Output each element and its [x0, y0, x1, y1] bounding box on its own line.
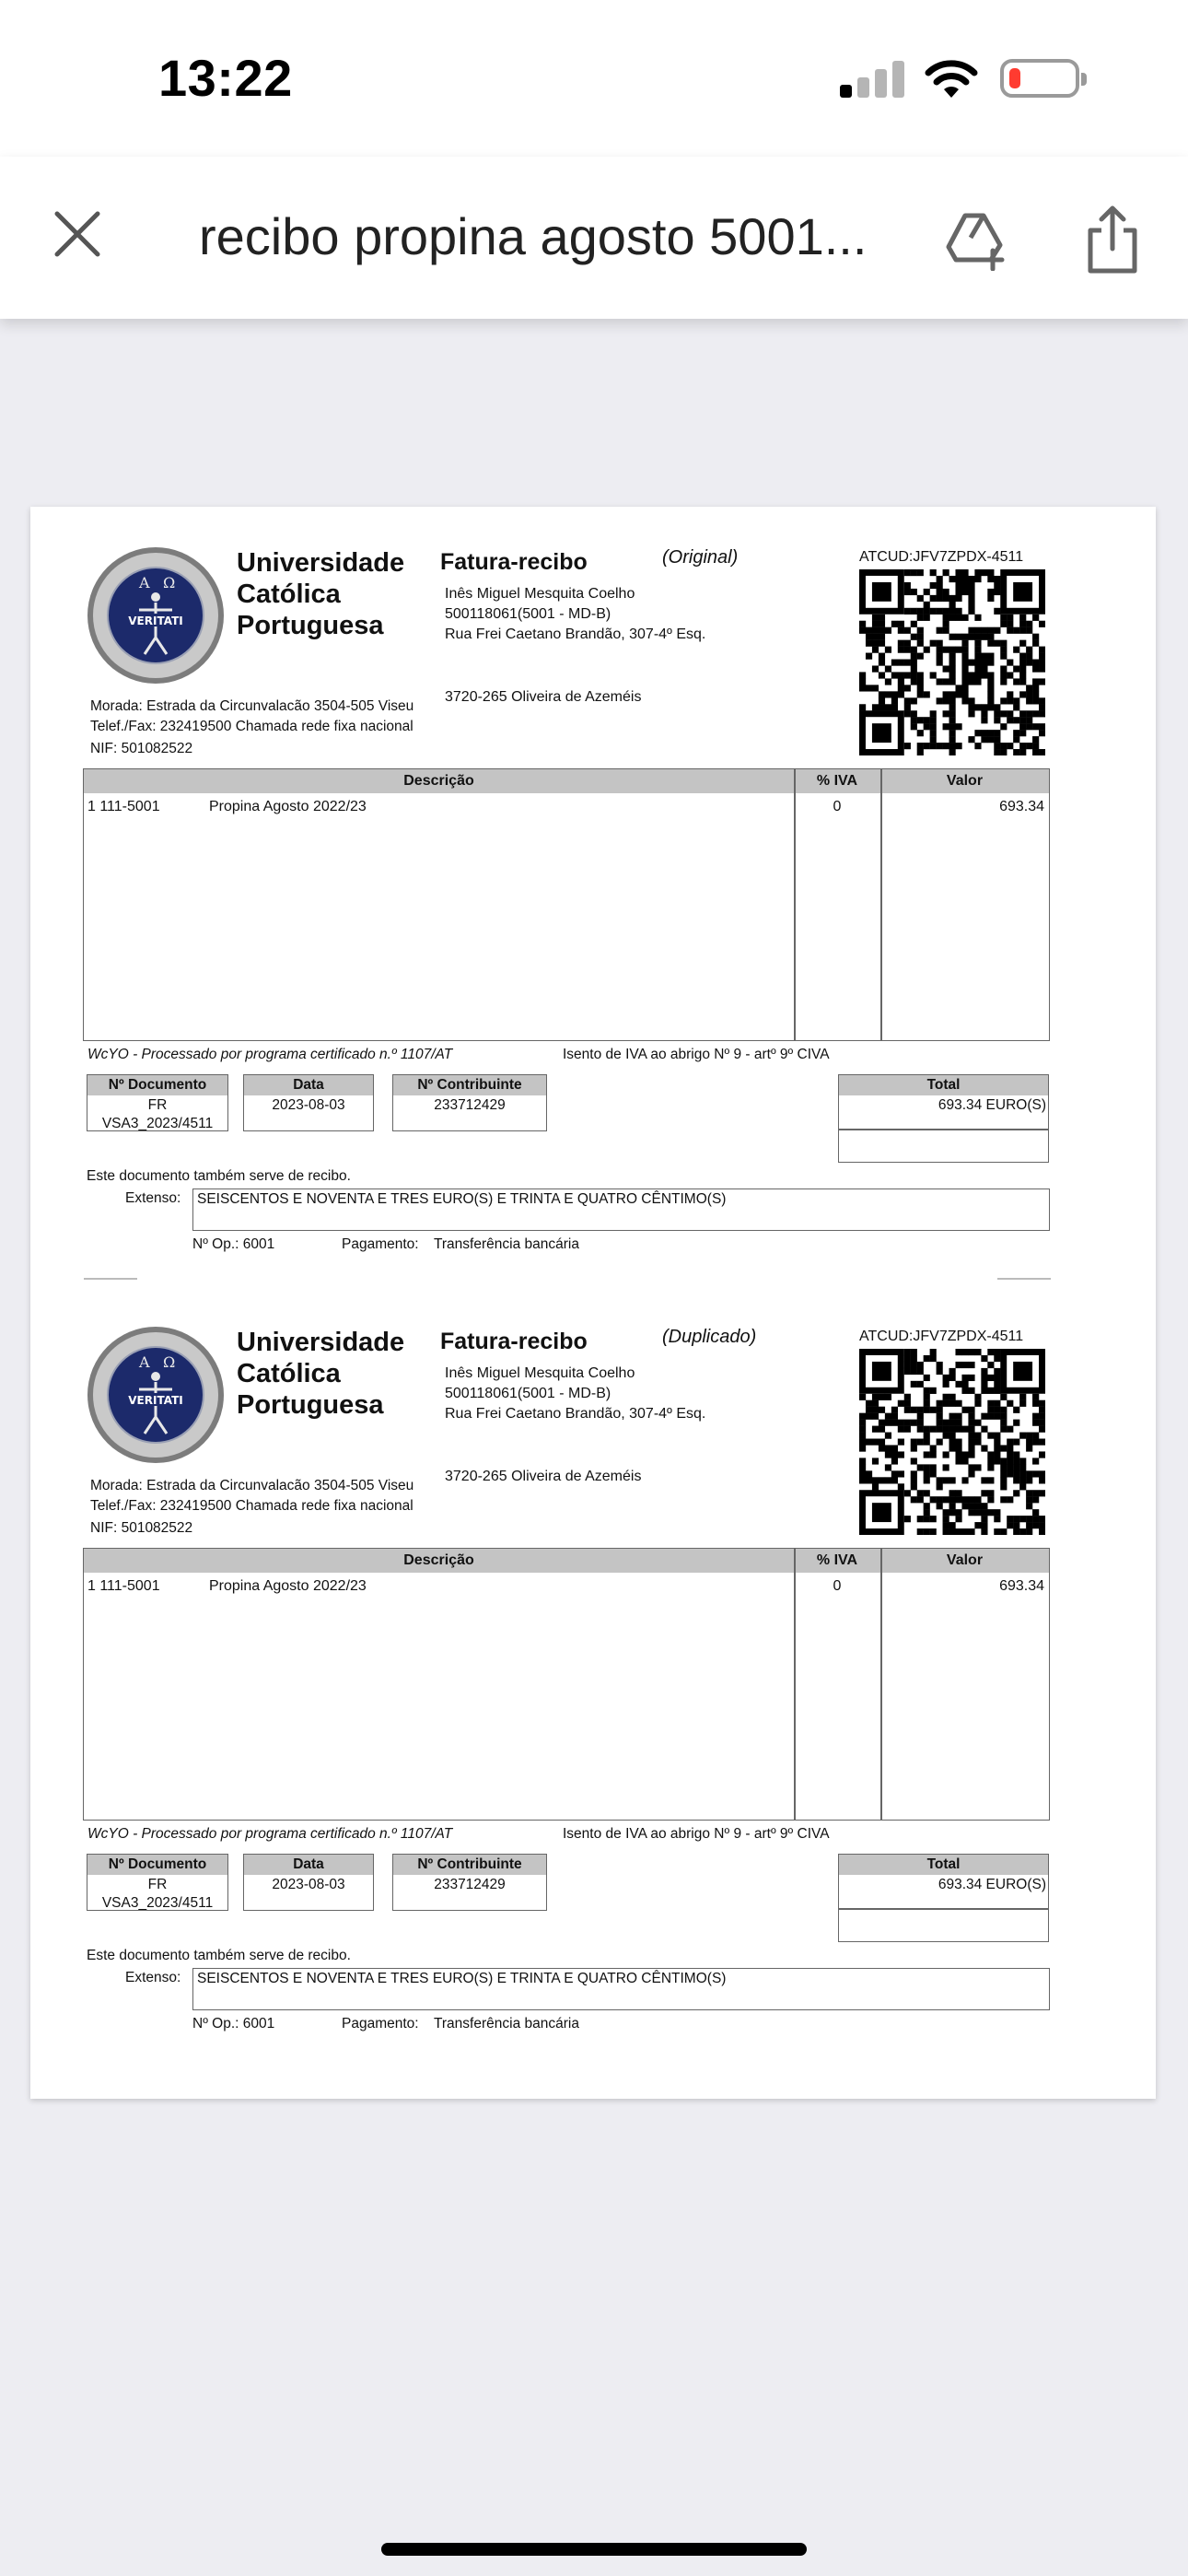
- add-to-drive-icon[interactable]: [943, 205, 1009, 271]
- document-type: Fatura-recibo: [440, 1329, 588, 1354]
- issuer-address: Morada: Estrada da Circunvalacão 3504-505 Viseu: [90, 698, 414, 714]
- column-header-description: Descrição: [403, 773, 474, 789]
- svg-text:Ω: Ω: [163, 574, 176, 591]
- item-value: 693.34: [999, 799, 1044, 814]
- item-code: 1 111-5001: [87, 799, 160, 814]
- status-time: 13:22: [158, 49, 293, 107]
- operation-number: Nº Op.: 6001: [192, 1236, 275, 1252]
- svg-text:A: A: [139, 1353, 150, 1371]
- total-box: Total 693.34 EURO(S): [838, 1854, 1049, 1942]
- issuer-address: Morada: Estrada da Circunvalacão 3504-505 Viseu: [90, 1478, 414, 1493]
- document-type: Fatura-recibo: [440, 549, 588, 575]
- battery-icon: [1000, 59, 1079, 98]
- issuer-nif: NIF: 501082522: [90, 741, 193, 756]
- issuer-phone: Telef./Fax: 232419500 Chamada rede fixa nacional: [90, 719, 413, 734]
- date-box: Data 2023-08-03: [243, 1854, 374, 1911]
- taxpayer-number-box: Nº Contribuinte 233712429: [392, 1854, 547, 1911]
- items-table: [83, 768, 1050, 1041]
- atcud-code: ATCUD:JFV7ZPDX-4511: [859, 1329, 1024, 1344]
- copy-label: (Original): [662, 547, 739, 568]
- home-indicator[interactable]: [381, 2543, 807, 2556]
- operation-number: Nº Op.: 6001: [192, 2016, 275, 2032]
- item-description: Propina Agosto 2022/23: [209, 1578, 367, 1594]
- total-box: Total 693.34 EURO(S): [838, 1074, 1049, 1163]
- payment-label: Pagamento:: [342, 2016, 419, 2032]
- issuer-phone: Telef./Fax: 232419500 Chamada rede fixa nacional: [90, 1498, 413, 1514]
- issuer-nif: NIF: 501082522: [90, 1520, 193, 1536]
- wifi-icon: [923, 57, 980, 101]
- copy-label: (Duplicado): [662, 1327, 757, 1347]
- extenso-label: Extenso:: [125, 1190, 181, 1206]
- invoice-original: [30, 507, 1156, 1286]
- item-value: 693.34: [999, 1578, 1044, 1594]
- viewer-toolbar: [0, 157, 1188, 319]
- customer-postal: 3720-265 Oliveira de Azeméis: [445, 1469, 642, 1484]
- payment-label: Pagamento:: [342, 1236, 419, 1252]
- share-icon[interactable]: [1079, 203, 1146, 275]
- column-header-value: Valor: [946, 773, 984, 789]
- item-code: 1 111-5001: [87, 1578, 160, 1594]
- iva-exemption-note: Isento de IVA ao abrigo Nº 9 - artº 9º CIVA: [563, 1826, 830, 1842]
- svg-text:VERITATI: VERITATI: [128, 1394, 183, 1407]
- taxpayer-number-box: Nº Contribuinte 233712429: [392, 1074, 547, 1131]
- item-iva: 0: [833, 799, 842, 814]
- cellular-signal-icon: [840, 61, 904, 98]
- customer-address: Rua Frei Caetano Brandão, 307-4º Esq.: [445, 1406, 706, 1422]
- atcud-code: ATCUD:JFV7ZPDX-4511: [859, 549, 1024, 565]
- extenso-value: SEISCENTOS E NOVENTA E TRES EURO(S) E TRINTA E QUATRO CÊNTIMO(S): [192, 1968, 1050, 2010]
- document-number-box: Nº Documento FR VSA3_2023/4511: [87, 1074, 228, 1131]
- payment-method: Transferência bancária: [434, 1236, 579, 1252]
- iva-exemption-note: Isento de IVA ao abrigo Nº 9 - artº 9º CIVA: [563, 1047, 830, 1062]
- qr-code-icon: [859, 1349, 1045, 1535]
- item-description: Propina Agosto 2022/23: [209, 799, 367, 814]
- invoice-duplicate: [30, 1286, 1156, 2066]
- svg-text:Ω: Ω: [163, 1353, 176, 1371]
- customer-name: Inês Miguel Mesquita Coelho: [445, 586, 635, 602]
- pdf-page[interactable]: [30, 507, 1156, 2099]
- university-seal-icon: [86, 1325, 226, 1465]
- document-number-box: Nº Documento FR VSA3_2023/4511: [87, 1854, 228, 1911]
- customer-postal: 3720-265 Oliveira de Azeméis: [445, 689, 642, 705]
- column-header-description: Descrição: [403, 1552, 474, 1568]
- customer-id: 500118061(5001 - MD-B): [445, 606, 611, 622]
- cut-line-right: [997, 1278, 1051, 1280]
- receipt-note: Este documento também serve de recibo.: [87, 1948, 351, 1963]
- close-icon[interactable]: [48, 205, 107, 263]
- certification-note: WcYO - Processado por programa certificado n.º 1107/AT: [87, 1826, 453, 1842]
- item-iva: 0: [833, 1578, 842, 1594]
- cut-line-left: [84, 1278, 137, 1280]
- items-table: [83, 1548, 1050, 1821]
- certification-note: WcYO - Processado por programa certificado n.º 1107/AT: [87, 1047, 453, 1062]
- column-header-value: Valor: [946, 1552, 984, 1568]
- column-header-iva: % IVA: [816, 1552, 858, 1568]
- status-bar: [0, 0, 1188, 157]
- date-box: Data 2023-08-03: [243, 1074, 374, 1131]
- extenso-value: SEISCENTOS E NOVENTA E TRES EURO(S) E TRINTA E QUATRO CÊNTIMO(S): [192, 1188, 1050, 1231]
- customer-name: Inês Miguel Mesquita Coelho: [445, 1365, 635, 1381]
- extenso-label: Extenso:: [125, 1970, 181, 1985]
- university-name: Universidade Católica Portuguesa: [237, 1328, 405, 1420]
- column-header-iva: % IVA: [816, 773, 858, 789]
- university-seal-icon: [86, 545, 226, 685]
- customer-address: Rua Frei Caetano Brandão, 307-4º Esq.: [445, 626, 706, 642]
- university-name: Universidade Católica Portuguesa: [237, 548, 405, 640]
- svg-text:VERITATI: VERITATI: [128, 615, 183, 627]
- qr-code-icon: [859, 569, 1045, 755]
- customer-id: 500118061(5001 - MD-B): [445, 1386, 611, 1401]
- svg-text:A: A: [139, 574, 150, 591]
- receipt-note: Este documento também serve de recibo.: [87, 1168, 351, 1184]
- payment-method: Transferência bancária: [434, 2016, 579, 2032]
- document-title: recibo propina agosto 5001...: [199, 207, 868, 265]
